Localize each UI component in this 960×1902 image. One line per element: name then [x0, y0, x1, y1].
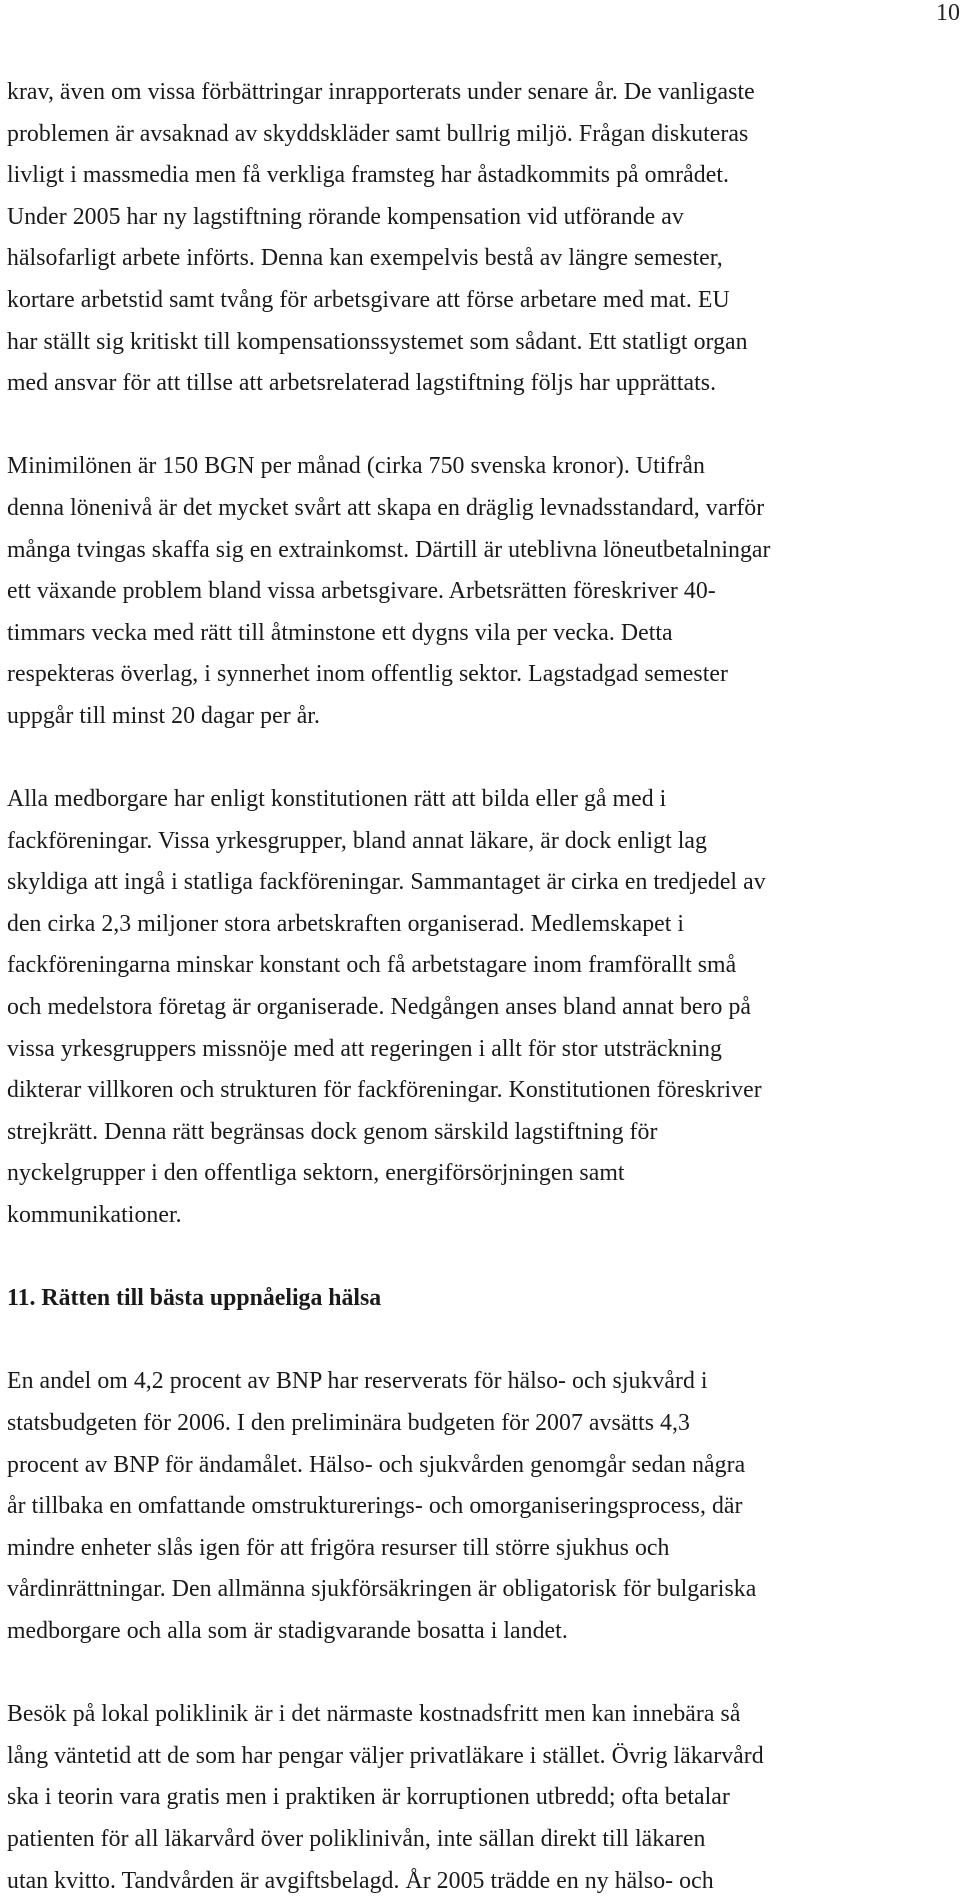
text-line: strejkrätt. Denna rätt begränsas dock genom särskild lagstiftning för [7, 1118, 658, 1145]
text-line: patienten för all läkarvård över poliklinivån, inte sällan direkt till läkaren [7, 1825, 706, 1852]
text-line: många tvingas skaffa sig en extrainkomst. Därtill är uteblivna löneutbetalningar [7, 536, 771, 563]
paragraph-clinic-visits [7, 1694, 947, 1902]
paragraph-working-conditions [7, 72, 947, 405]
text-line: statsbudgeten för 2006. I den preliminära budgeten för 2007 avsätts 4,3 [7, 1410, 690, 1436]
text-line: timmars vecka med rätt till åtminstone ett dygns vila per vecka. Detta [7, 619, 673, 646]
text-line: fackföreningar. Vissa yrkesgrupper, bland annat läkare, är dock enligt lag [7, 827, 707, 854]
text-line: medborgare och alla som är stadigvarande bosatta i landet. [7, 1617, 568, 1644]
text-line: krav, även om vissa förbättringar inrapporterats under senare år. De vanligaste [7, 79, 755, 105]
text-line: ska i teorin vara gratis men i praktiken är korruptionen utbredd; ofta betalar [7, 1784, 730, 1811]
text-line: Alla medborgare har enligt konstitutionen rätt att bilda eller gå med i [7, 786, 667, 813]
text-line: skyldiga att ingå i statliga fackföreningar. Sammantaget är cirka en tredjedel av [7, 869, 766, 896]
paragraph-minimum-wage [7, 446, 947, 737]
text-line: respekteras överlag, i synnerhet inom offentlig sektor. Lagstadgad semester [7, 661, 728, 688]
text-line: hälsofarligt arbete införts. Denna kan exempelvis bestå av längre semester, [7, 245, 723, 272]
text-line: har ställt sig kritiskt till kompensationssystemet som sådant. Ett statligt organ [7, 328, 748, 355]
text-line: mindre enheter slås igen för att frigöra resurser till större sjukhus och [7, 1534, 670, 1561]
text-line: den cirka 2,3 miljoner stora arbetskraften organiserad. Medlemskapet i [7, 910, 685, 937]
document-body [7, 72, 947, 1902]
text-line: problemen är avsaknad av skyddskläder samt bullrig miljö. Frågan diskuteras [7, 120, 749, 147]
page-number: 10 [936, 0, 960, 26]
text-line: dikterar villkoren och strukturen för fackföreningar. Konstitutionen föreskriver [7, 1077, 762, 1104]
text-line: procent av BNP för ändamålet. Hälso- och sjukvården genomgår sedan några [7, 1451, 746, 1478]
text-line: fackföreningarna minskar konstant och få arbetstagare inom framförallt små [7, 952, 737, 979]
text-line: kommunikationer. [7, 1202, 182, 1229]
text-line: med ansvar för att tillse att arbetsrelaterad lagstiftning följs har upprättats. [7, 370, 717, 397]
text-line: Under 2005 har ny lagstiftning rörande kompensation vid utförande av [7, 203, 684, 230]
text-line: livligt i massmedia men få verkliga framsteg har åstadkommits på området. [7, 162, 729, 189]
text-line: uppgår till minst 20 dagar per år. [7, 702, 320, 729]
text-line: utan kvitto. Tandvården är avgiftsbelagd. År 2005 trädde en ny hälso- och [7, 1867, 714, 1894]
text-line: Minimilönen är 150 BGN per månad (cirka 750 svenska kronor). Utifrån [7, 453, 705, 480]
paragraph-trade-unions [7, 779, 947, 1237]
text-line: kortare arbetstid samt tvång för arbetsgivare att förse arbetare med mat. EU [7, 286, 730, 313]
text-line: Besök på lokal poliklinik är i det närmaste kostnadsfritt men kan innebära så [7, 1701, 741, 1728]
text-line: vissa yrkesgruppers missnöje med att regeringen i allt för stor utsträckning [7, 1035, 722, 1062]
text-line: år tillbaka en omfattande omstrukturerings- och omorganiseringsprocess, där [7, 1493, 743, 1520]
text-line: och medelstora företag är organiserade. Nedgången anses bland annat bero på [7, 994, 752, 1021]
paragraph-health-budget [7, 1361, 947, 1652]
text-line: lång väntetid att de som har pengar väljer privatläkare i stället. Övrig läkarvård [7, 1742, 764, 1769]
text-line: En andel om 4,2 procent av BNP har reserverats för hälso- och sjukvård i [7, 1368, 708, 1395]
text-line: nyckelgrupper i den offentliga sektorn, energiförsörjningen samt [7, 1160, 625, 1187]
text-line: vårdinrättningar. Den allmänna sjukförsäkringen är obligatorisk för bulgariska [7, 1576, 757, 1603]
text-line: ett växande problem bland vissa arbetsgivare. Arbetsrätten föreskriver 40- [7, 578, 716, 605]
text-line: denna lönenivå är det mycket svårt att skapa en dräglig levnadsstandard, varför [7, 494, 765, 521]
section-heading: 11. Rätten till bästa uppnåeliga hälsa [7, 1285, 382, 1312]
